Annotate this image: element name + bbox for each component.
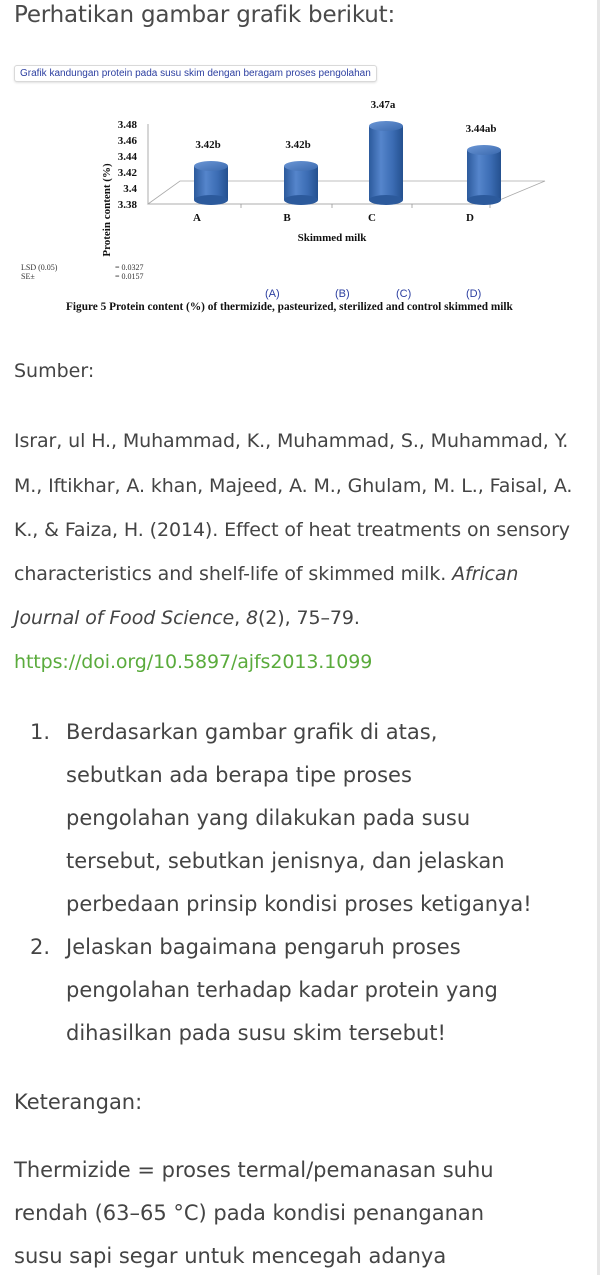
question-1-line: sebutkan ada berapa tipe proses <box>66 763 412 787</box>
journal-issue-pages: (2), 75–79. <box>257 607 360 629</box>
doi-link[interactable]: https://doi.org/10.5897/ajfs2013.1099 <box>14 651 373 673</box>
journal-name-part2: Journal of Food Science <box>14 607 235 629</box>
stats-block <box>21 263 144 281</box>
reference-line-4: characteristics and shelf-life of skimmed milk. African <box>14 563 519 585</box>
svg-text:B: B <box>283 212 291 224</box>
bar-B <box>284 139 318 205</box>
svg-text:3.42b: 3.42b <box>285 139 311 151</box>
bar-A <box>194 139 228 205</box>
lsd-value: = 0.0327 <box>115 263 144 272</box>
svg-text:3.44: 3.44 <box>117 151 137 163</box>
legend-letter-a: (A) <box>265 288 280 300</box>
legend-letter-d: (D) <box>466 288 482 300</box>
question-1-line: tersebut, sebutkan jenisnya, dan jelaskan <box>66 849 505 873</box>
question-2-line: pengolahan terhadap kadar protein yang <box>66 978 498 1002</box>
lsd-label: LSD (0.05) <box>21 263 58 272</box>
svg-text:A: A <box>193 212 201 224</box>
y-axis-label: Protein content (%) <box>101 163 113 257</box>
legend-letter-c: (C) <box>396 288 412 300</box>
svg-text:3.42b: 3.42b <box>195 139 221 151</box>
figure-image <box>0 60 600 330</box>
notes-label: Keterangan: <box>14 1090 143 1114</box>
question-2-line: Jelaskan bagaimana pengaruh proses <box>66 935 461 959</box>
se-label: SE± <box>21 272 35 281</box>
svg-text:3.44ab: 3.44ab <box>465 123 497 135</box>
figure-caption-box: Grafik kandungan protein pada susu skim dengan beragam proses pengolahan <box>14 65 377 82</box>
svg-text:C: C <box>368 212 376 224</box>
source-label: Sumber: <box>14 360 95 382</box>
figure-title: Figure 5 Protein content (%) of thermizide, pasteurized, sterilized and control skimmed milk <box>66 301 513 313</box>
notes-line: susu sapi segar untuk mencegah adanya <box>14 1244 447 1268</box>
svg-text:3.47a: 3.47a <box>370 99 396 111</box>
question-2-line: dihasilkan pada susu skim tersebut! <box>66 1021 446 1045</box>
bar-D <box>466 123 501 205</box>
question-2-number: 2. <box>30 935 51 959</box>
svg-text:D: D <box>466 212 474 224</box>
journal-volume: 8 <box>245 607 258 629</box>
question-1-number: 1. <box>30 720 51 744</box>
se-value: = 0.0157 <box>115 272 144 281</box>
question-1-line: perbedaan prinsip kondisi proses ketiganya! <box>66 892 532 916</box>
page-title: Perhatikan gambar grafik berikut: <box>14 2 396 28</box>
svg-text:3.38: 3.38 <box>117 199 137 211</box>
question-1-line: pengolahan yang dilakukan pada susu <box>66 806 471 830</box>
legend-letter-b: (B) <box>335 288 350 300</box>
notes-line: rendah (63–65 °C) pada kondisi penanganan <box>14 1201 485 1225</box>
reference-line-5: Journal of Food Science, 8(2), 75–79. <box>14 607 360 629</box>
protein-chart <box>0 60 600 260</box>
question-1-line: Berdasarkan gambar grafik di atas, <box>66 720 438 744</box>
reference-line-3: K., & Faiza, H. (2014). Effect of heat treatments on sensory <box>14 519 570 541</box>
svg-text:3.42: 3.42 <box>117 167 137 179</box>
svg-text:3.4: 3.4 <box>123 183 137 195</box>
reference-line-2: M., Iftikhar, A. khan, Majeed, A. M., Ghulam, M. L., Faisal, A. <box>14 475 573 497</box>
notes-line: Thermizide = proses termal/pemanasan suhu <box>14 1158 494 1182</box>
svg-text:3.46: 3.46 <box>117 135 137 147</box>
svg-text:3.48: 3.48 <box>117 119 137 131</box>
x-axis-label: Skimmed milk <box>297 232 367 244</box>
bar-C <box>369 99 403 205</box>
reference-line-1: Israr, ul H., Muhammad, K., Muhammad, S., Muhammad, Y. <box>14 430 569 452</box>
journal-name-part1: African <box>452 563 519 585</box>
